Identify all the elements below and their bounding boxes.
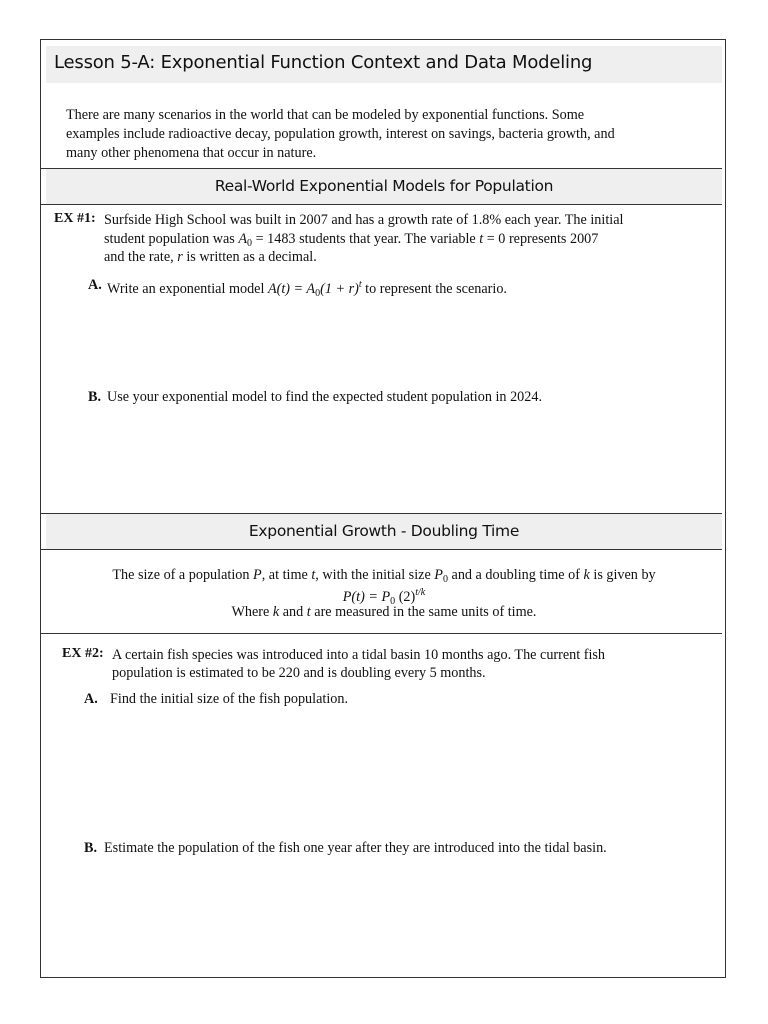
section-title-population: Real-World Exponential Models for Population xyxy=(214,177,554,195)
intro-line: There are many scenarios in the world that can be modeled by exponential functions. Some xyxy=(66,107,585,123)
intro-line: many other phenomena that occur in nature. xyxy=(66,145,317,161)
ex2-part-a-label: A. xyxy=(84,691,98,707)
ex1-part-a-label: A. xyxy=(88,277,102,293)
ex1-part-b-prompt: Use your exponential model to find the expected student population in 2024. xyxy=(107,389,542,405)
lesson-title: Lesson 5-A: Exponential Function Context and Data Modeling xyxy=(54,52,593,73)
ex2-part-b-prompt: Estimate the population of the fish one year after they are introduced into the tidal basin. xyxy=(104,840,607,856)
ex1-label: EX #1: xyxy=(54,211,96,226)
intro-paragraph xyxy=(66,106,706,163)
ex1-text-line: Surfside High School was built in 2007 and has a growth rate of 1.8% each year. The initial xyxy=(104,212,624,228)
ex1-part-b-label: B. xyxy=(88,389,102,405)
ex1-text-line: student population was $A_0 = 1483$ students that year. The variable t = 0 represents 2007 xyxy=(104,231,599,249)
doubling-definition: The size of a population P, at time t, with the initial size $P_0$ and a doubling time of k is given by xyxy=(112,567,656,585)
ex1-part-a-prompt: Write an exponential model $A(t) = A_0(1 + r)^t$ to represent the scenario. xyxy=(107,279,507,299)
divider xyxy=(40,549,722,550)
ex2-text-line: population is estimated to be 220 and is doubling every 5 months. xyxy=(112,665,486,681)
doubling-units-note: Where k and t are measured in the same units of time. xyxy=(231,604,537,620)
ex2-part-b-label: B. xyxy=(84,840,98,856)
doubling-formula: $P(t) = P_0$ $(2)^{t/k}$ xyxy=(342,587,426,607)
ex2-text-line: A certain fish species was introduced into a tidal basin 10 months ago. The current fish xyxy=(112,647,606,663)
divider xyxy=(40,204,722,205)
ex2-label: EX #2: xyxy=(62,646,104,661)
ex2-part-a-prompt: Find the initial size of the fish population. xyxy=(110,691,349,707)
ex1-text-line: and the rate, r is written as a decimal. xyxy=(104,249,317,265)
divider xyxy=(40,633,722,634)
intro-line: examples include radioactive decay, population growth, interest on savings, bacteria growth, and xyxy=(66,126,615,142)
section-title-doubling: Exponential Growth - Doubling Time xyxy=(248,522,520,540)
